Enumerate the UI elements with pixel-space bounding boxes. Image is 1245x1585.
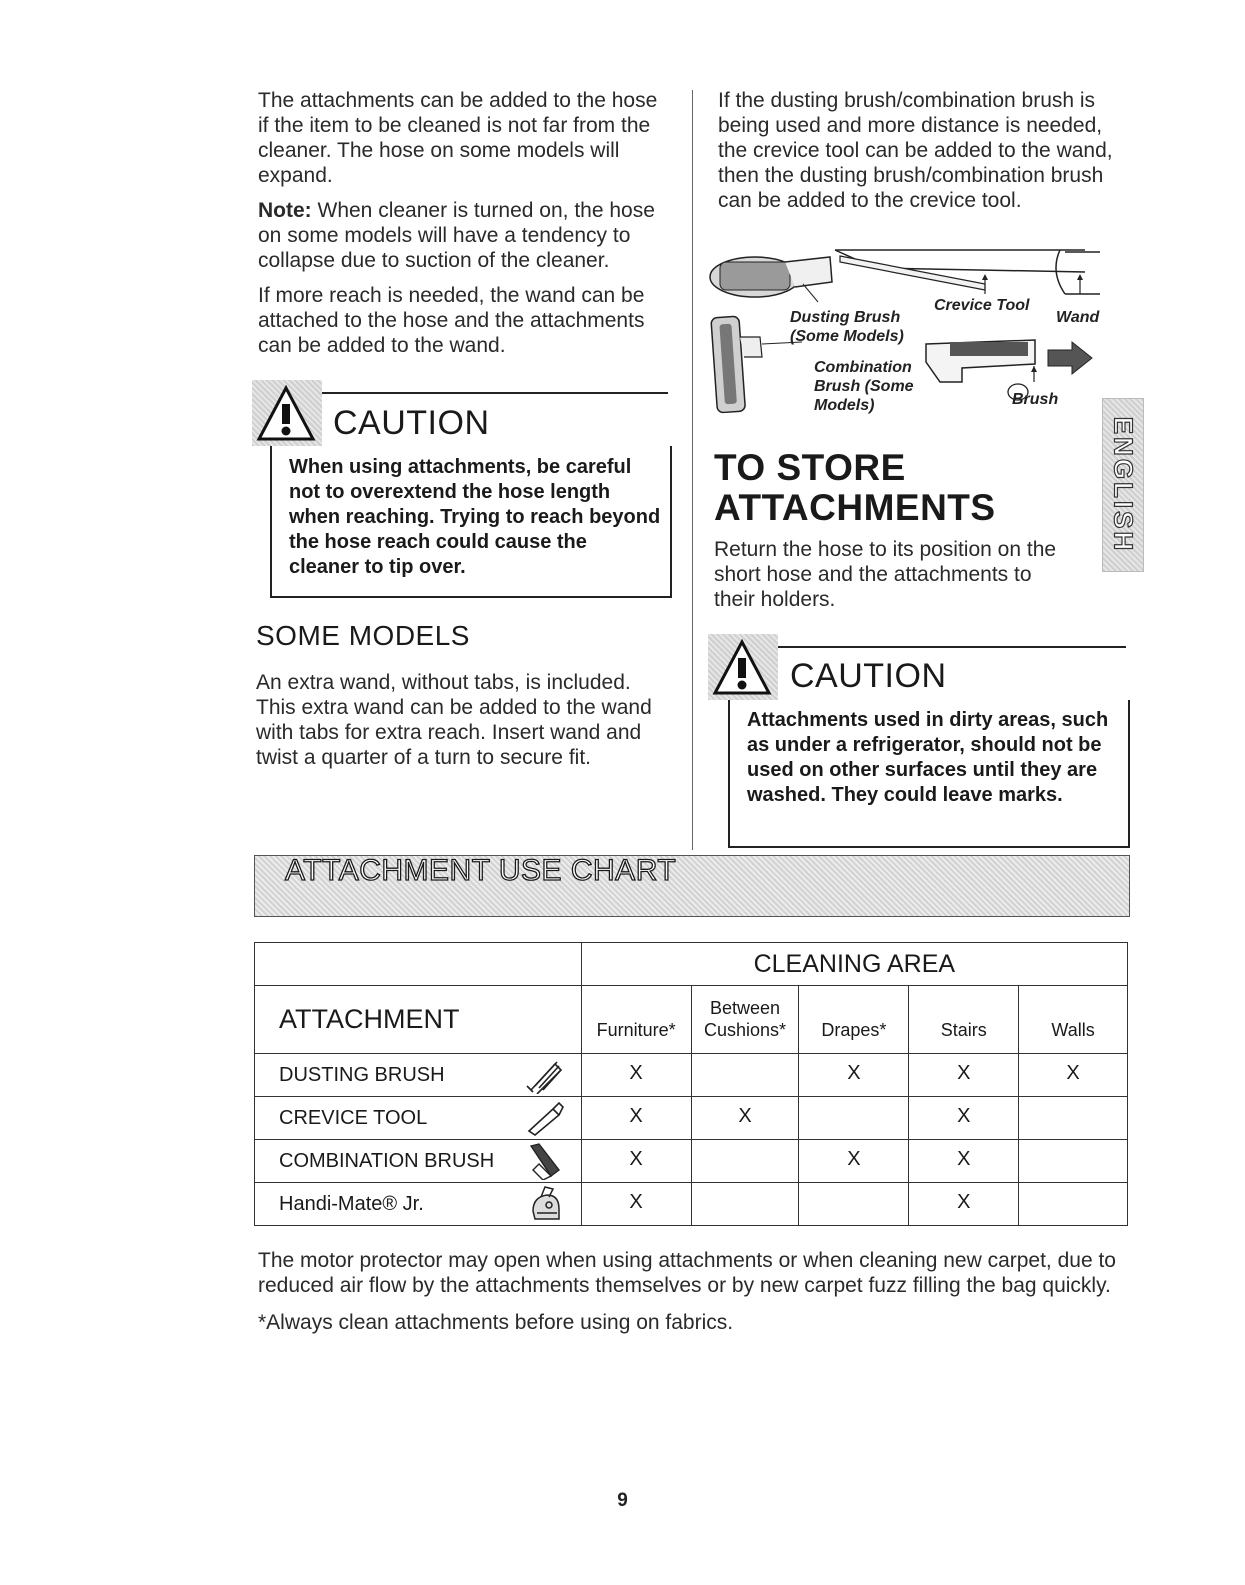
chart-cell (1019, 1140, 1128, 1183)
row-name-cell (255, 1054, 582, 1097)
attachment-figure (700, 232, 1100, 432)
chart-cell: X (909, 1140, 1019, 1183)
column-header: Stairs (909, 986, 1019, 1054)
chart-banner (254, 855, 1130, 917)
chart-cell: X (799, 1140, 909, 1183)
chart-cell (799, 1097, 909, 1140)
crevice-tool-icon (525, 1099, 565, 1137)
chart-cell: X (581, 1183, 691, 1226)
note-paragraph (258, 198, 673, 273)
label-wand: Wand (1056, 309, 1100, 326)
fabric-note: *Always clean attachments before using on fabrics. (258, 1311, 734, 1334)
store-heading-line1: TO STORE (714, 447, 906, 488)
page-number: 9 (617, 1490, 628, 1511)
chart-cell: X (1019, 1054, 1128, 1097)
chart-header-row-1 (255, 943, 1128, 986)
chart-cell: X (909, 1097, 1019, 1140)
table-row (255, 1054, 1128, 1097)
dusting-brush-icon (525, 1056, 565, 1094)
column-header: Furniture* (581, 986, 691, 1054)
store-heading-line2: ATTACHMENTS (714, 487, 996, 528)
caution-text-2: Attachments used in dirty areas, such as under a refrigerator, should not be used on other surfaces until they are washed. They could leave marks. (747, 709, 1109, 806)
note-label: Note: (258, 199, 312, 222)
column-header: Between Cushions* (691, 986, 799, 1054)
label-brush: Brush (1012, 391, 1059, 408)
row-name-cell (255, 1097, 582, 1140)
label-dusting-brush-note: (Some Models) (790, 328, 904, 345)
footer-notes (258, 1248, 1128, 1335)
store-heading (714, 448, 996, 528)
chart-cell: X (581, 1054, 691, 1097)
cleaning-area-header: CLEANING AREA (581, 943, 1127, 986)
label-combination-brush-3: Models) (814, 397, 875, 414)
column-header: Drapes* (799, 986, 909, 1054)
table-row (255, 1097, 1128, 1140)
warning-triangle-icon (256, 384, 316, 442)
some-models-text: An extra wand, without tabs, is included. This extra wand can be added to the wand with tabs for extra reach. Insert wand and twist a quarter of a turn to secure fit. (256, 671, 652, 769)
row-name-cell (255, 1183, 582, 1226)
language-tab (1102, 398, 1144, 572)
row-label: Handi-Mate® Jr. (279, 1192, 424, 1215)
label-combination-brush-2: Brush (Some (814, 378, 914, 395)
chart-cell: X (691, 1097, 799, 1140)
store-text: Return the hose to its position on the short hose and the attachments to their holders. (714, 538, 1057, 611)
column-divider (692, 90, 693, 850)
chart-header-row-2 (255, 986, 1128, 1054)
attachment-use-chart (254, 942, 1128, 1226)
left-column (258, 88, 673, 368)
motor-protector-note: The motor protector may open when using attachments or when cleaning new carpet, due to reduced air flow by the attachments themselves or by new carpet fuzz filling the bag quickly. (258, 1249, 1116, 1297)
caution-title-2: CAUTION (790, 657, 947, 695)
caution-top-rule (322, 392, 668, 394)
chart-cell: X (909, 1183, 1019, 1226)
warning-triangle-icon (712, 638, 772, 696)
chart-cell (691, 1054, 799, 1097)
row-label: CREVICE TOOL (279, 1106, 428, 1129)
combination-brush-icon (525, 1142, 565, 1180)
note-text: When cleaner is turned on, the hose on some models will have a tendency to collapse due to suction of the cleaner. (258, 199, 655, 272)
chart-cell (799, 1183, 909, 1226)
row-label: DUSTING BRUSH (279, 1063, 445, 1086)
label-dusting-brush: Dusting Brush (790, 309, 901, 326)
label-crevice-tool: Crevice Tool (934, 297, 1030, 314)
label-combination-brush-1: Combination (814, 359, 912, 376)
language-tab-label: ENGLISH (1108, 416, 1139, 554)
caution-text: When using attachments, be careful not to overextend the hose length when reaching. Trying to reach beyond the hose reach could cause the cleaner to tip over. (289, 456, 661, 578)
chart-cell (691, 1183, 799, 1226)
right-column (718, 88, 1118, 223)
chart-cell (691, 1140, 799, 1183)
chart-corner-cell (255, 943, 582, 986)
table-row (255, 1140, 1128, 1183)
chart-cell: X (581, 1097, 691, 1140)
hose-paragraph: The attachments can be added to the hose if the item to be cleaned is not far from the cleaner. The hose on some models will expand. (258, 89, 658, 187)
handi-mate-icon (525, 1185, 565, 1223)
chart-cell: X (581, 1140, 691, 1183)
chart-title: ATTACHMENT USE CHART (285, 854, 677, 887)
column-header: Walls (1019, 986, 1128, 1054)
wand-paragraph: If more reach is needed, the wand can be attached to the hose and the attachments can be added to the wand. (258, 284, 645, 357)
caution-top-rule-2 (778, 646, 1126, 648)
chart-cell (1019, 1097, 1128, 1140)
table-row (255, 1183, 1128, 1226)
caution-title: CAUTION (333, 404, 490, 442)
attachment-header: ATTACHMENT (255, 986, 582, 1054)
chart-cell: X (799, 1054, 909, 1097)
some-models-heading: SOME MODELS (256, 620, 470, 651)
row-label: COMBINATION BRUSH (279, 1149, 495, 1172)
row-name-cell (255, 1140, 582, 1183)
extension-paragraph: If the dusting brush/combination brush is being used and more distance is needed, the crevice tool can be added to the wand, then the dusting brush/combination brush can be added to the crevice tool. (718, 89, 1113, 212)
chart-cell (1019, 1183, 1128, 1226)
chart-cell: X (909, 1054, 1019, 1097)
